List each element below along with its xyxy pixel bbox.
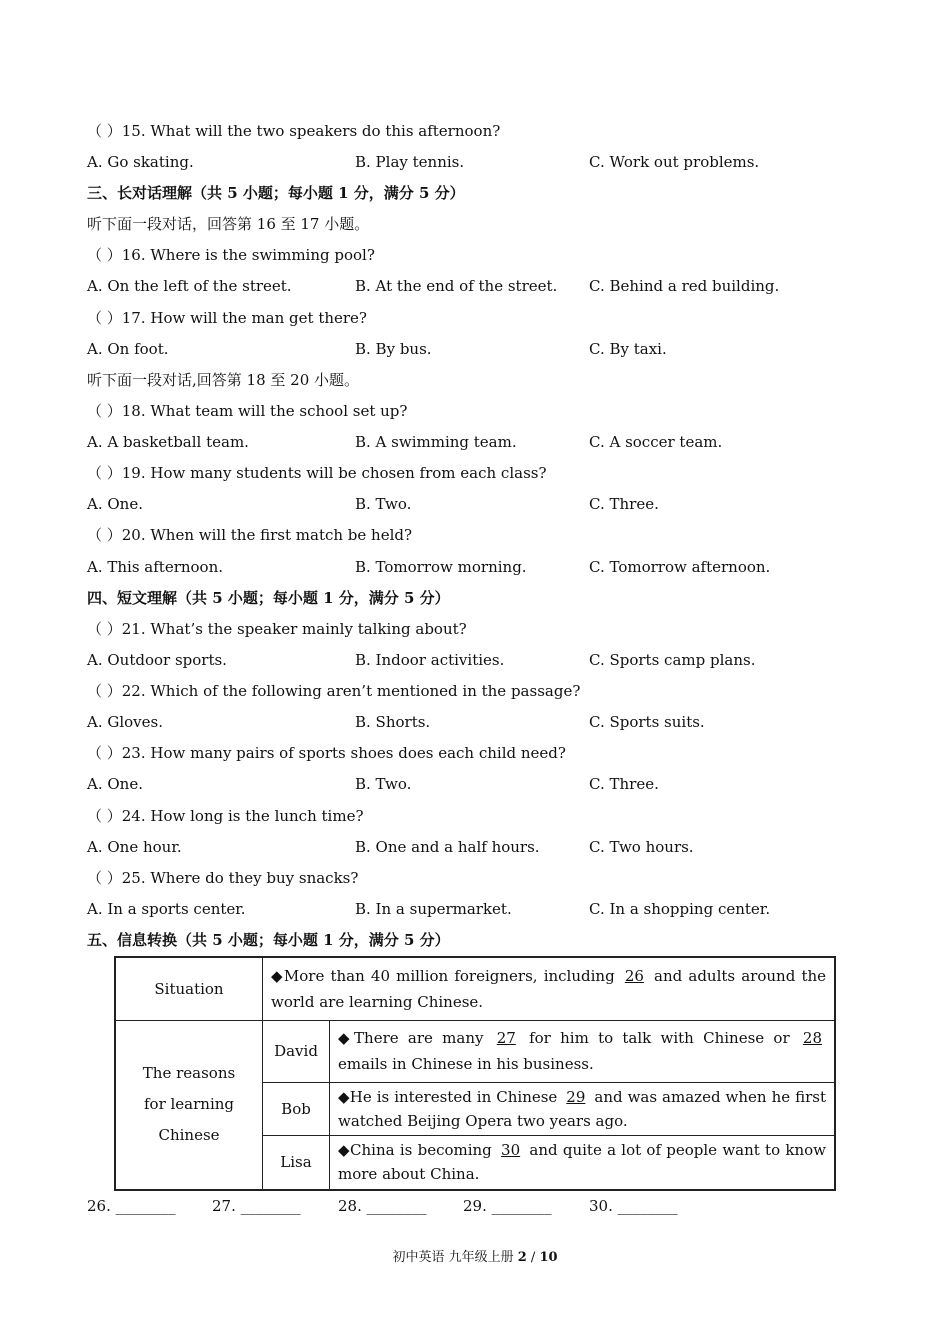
footer-total: 10 bbox=[539, 1250, 558, 1265]
q18-option-c: C. A soccer team. bbox=[589, 433, 723, 451]
lisa-text-1: ◆China is becoming bbox=[338, 1141, 498, 1160]
answer-blank-29[interactable]: 29. ________ bbox=[463, 1197, 552, 1215]
q23-option-c: C. Three. bbox=[589, 775, 659, 793]
q16-option-b: B. At the end of the street. bbox=[355, 277, 558, 295]
bob-text-1: ◆He is interested in Chinese bbox=[338, 1087, 563, 1106]
q20-option-a: A. This afternoon. bbox=[87, 558, 224, 576]
question-21: （ ）21. What’s the speaker mainly talking about? bbox=[87, 620, 467, 638]
question-25: （ ）25. Where do they buy snacks? bbox=[87, 869, 359, 887]
q20-option-c: C. Tomorrow afternoon. bbox=[589, 558, 771, 576]
david-text-3: emails in Chinese in his business. bbox=[338, 1055, 594, 1073]
blank-28: 28 bbox=[802, 1029, 822, 1047]
answer-blank-28[interactable]: 28. ________ bbox=[338, 1197, 427, 1215]
q22-option-c: C. Sports suits. bbox=[589, 713, 705, 731]
blank-26: 26 bbox=[624, 966, 644, 985]
question-18: （ ）18. What team will the school set up? bbox=[87, 402, 408, 420]
q23-option-b: B. Two. bbox=[355, 775, 412, 793]
question-17: （ ）17. How will the man get there? bbox=[87, 309, 367, 327]
q25-option-a: A. In a sports center. bbox=[87, 900, 246, 918]
q18-option-b: B. A swimming team. bbox=[355, 433, 517, 451]
q21-option-c: C. Sports camp plans. bbox=[589, 651, 756, 669]
q19-option-a: A. One. bbox=[87, 495, 143, 513]
q23-option-a: A. One. bbox=[87, 775, 143, 793]
section-3-heading: 三、长对话理解（共 5 小题；每小题 1 分，满分 5 分） bbox=[87, 184, 465, 202]
answer-blank-27[interactable]: 27. ________ bbox=[212, 1197, 301, 1215]
situation-content bbox=[263, 957, 836, 1020]
question-15: （ ）15. What will the two speakers do this afternoon? bbox=[87, 122, 501, 140]
q24-option-b: B. One and a half hours. bbox=[355, 838, 540, 856]
name-david: David bbox=[263, 1020, 330, 1082]
q15-option-a: A. Go skating. bbox=[87, 153, 194, 171]
name-bob: Bob bbox=[263, 1082, 330, 1135]
lisa-content bbox=[330, 1135, 836, 1190]
question-22: （ ）22. Which of the following aren’t mentioned in the passage? bbox=[87, 682, 581, 700]
q19-option-c: C. Three. bbox=[589, 495, 659, 513]
q21-option-a: A. Outdoor sports. bbox=[87, 651, 227, 669]
situation-text-1: ◆More than 40 million foreigners, including bbox=[271, 966, 621, 985]
info-transfer-table bbox=[114, 956, 836, 1191]
footer-page: 2 bbox=[517, 1250, 527, 1265]
q18-option-a: A. A basketball team. bbox=[87, 433, 249, 451]
q21-option-b: B. Indoor activities. bbox=[355, 651, 505, 669]
section-3-intro-1: 听下面一段对话，回答第 16 至 17 小题。 bbox=[87, 215, 370, 233]
question-19: （ ）19. How many students will be chosen from each class? bbox=[87, 464, 547, 482]
blank-29: 29 bbox=[566, 1087, 586, 1106]
answer-blank-26[interactable]: 26. ________ bbox=[87, 1197, 176, 1215]
question-20: （ ）20. When will the first match be held? bbox=[87, 526, 413, 544]
q24-option-a: A. One hour. bbox=[87, 838, 182, 856]
david-text-2: for him to talk with Chinese or bbox=[519, 1029, 799, 1047]
q25-option-b: B. In a supermarket. bbox=[355, 900, 512, 918]
situation-label: Situation bbox=[115, 957, 263, 1020]
blank-27: 27 bbox=[496, 1029, 516, 1047]
section-3-intro-2: 听下面一段对话,回答第 18 至 20 小题。 bbox=[87, 371, 360, 389]
q20-option-b: B. Tomorrow morning. bbox=[355, 558, 527, 576]
q22-option-b: B. Shorts. bbox=[355, 713, 431, 731]
page-footer bbox=[0, 1246, 950, 1265]
section-4-heading: 四、短文理解（共 5 小题；每小题 1 分，满分 5 分） bbox=[87, 589, 450, 607]
q16-option-a: A. On the left of the street. bbox=[87, 277, 292, 295]
q17-option-b: B. By bus. bbox=[355, 340, 432, 358]
q19-option-b: B. Two. bbox=[355, 495, 412, 513]
section-5-heading: 五、信息转换（共 5 小题；每小题 1 分，满分 5 分） bbox=[87, 931, 450, 949]
name-lisa: Lisa bbox=[263, 1135, 330, 1190]
q15-option-c: C. Work out problems. bbox=[589, 153, 760, 171]
q16-option-c: C. Behind a red building. bbox=[589, 277, 780, 295]
reasons-label: The reasons for learning Chinese bbox=[115, 1020, 263, 1190]
david-text-1: ◆There are many bbox=[338, 1029, 493, 1047]
answer-blank-30[interactable]: 30. ________ bbox=[589, 1197, 678, 1215]
q17-option-c: C. By taxi. bbox=[589, 340, 667, 358]
blank-30: 30 bbox=[501, 1141, 521, 1160]
question-16: （ ）16. Where is the swimming pool? bbox=[87, 246, 375, 264]
bob-content bbox=[330, 1082, 836, 1135]
q17-option-a: A. On foot. bbox=[87, 340, 169, 358]
footer-sep: / bbox=[526, 1250, 540, 1265]
q25-option-c: C. In a shopping center. bbox=[589, 900, 771, 918]
situation-text-2: and adults around the world are learning Chinese. bbox=[271, 966, 827, 1011]
q22-option-a: A. Gloves. bbox=[87, 713, 163, 731]
q24-option-c: C. Two hours. bbox=[589, 838, 694, 856]
footer-text: 初中英语 九年级上册 bbox=[392, 1250, 518, 1265]
question-23: （ ）23. How many pairs of sports shoes does each child need? bbox=[87, 744, 566, 762]
david-content bbox=[330, 1020, 836, 1082]
bob-text-2: and was amazed when he first watched Beijing Opera two years ago. bbox=[338, 1087, 826, 1130]
lisa-text-2: and quite a lot of people want to know more about China. bbox=[338, 1141, 826, 1184]
q15-option-b: B. Play tennis. bbox=[355, 153, 465, 171]
question-24: （ ）24. How long is the lunch time? bbox=[87, 807, 364, 825]
